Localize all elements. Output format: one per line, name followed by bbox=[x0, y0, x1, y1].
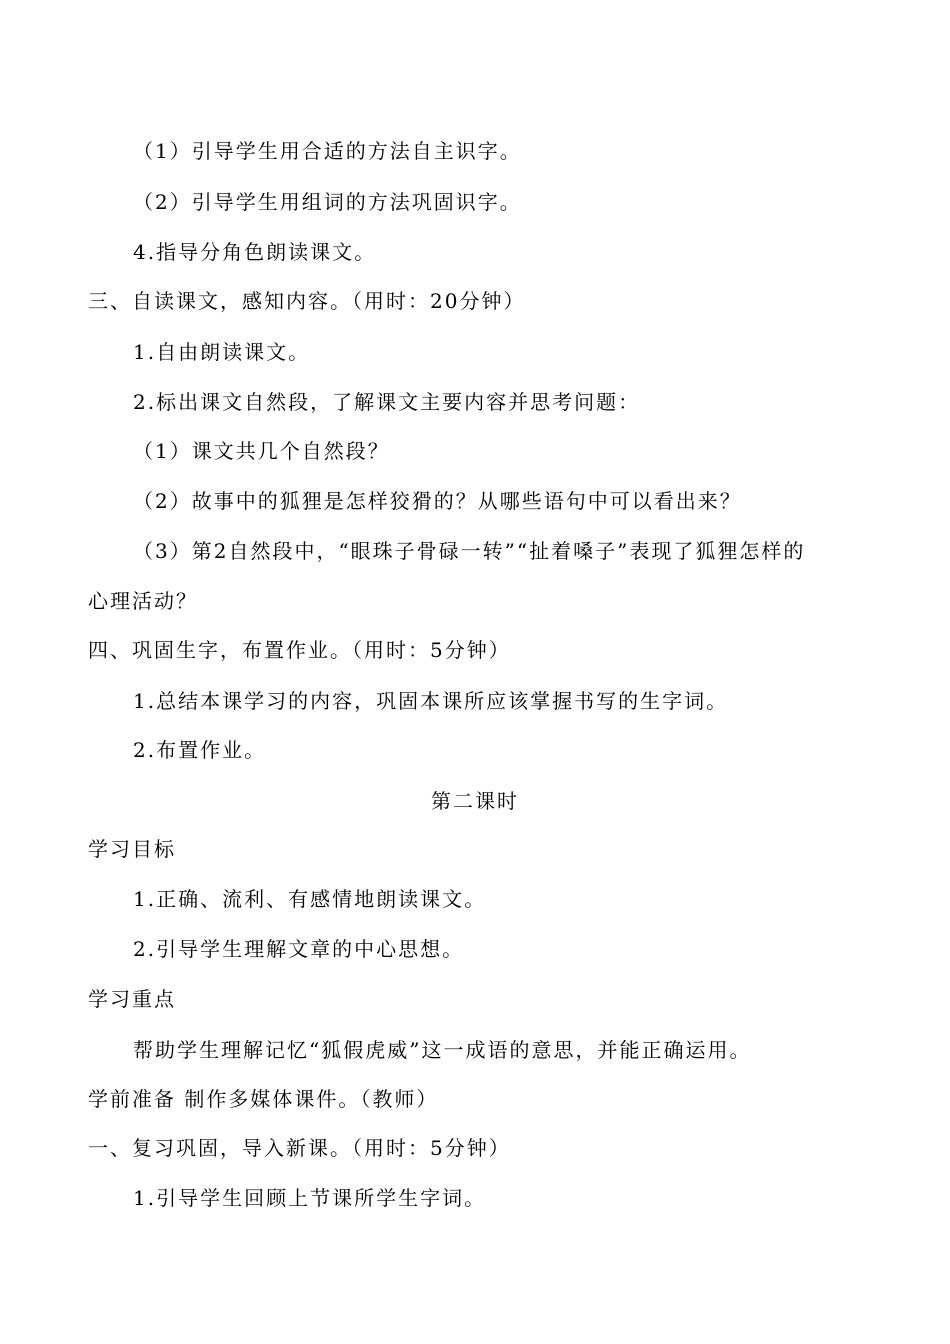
paragraph-line: 学前准备 制作多媒体课件。（教师） bbox=[88, 1087, 439, 1111]
paragraph-line: （3）第2自然段中，“眼珠子骨碌一转”“扯着嗓子”表现了狐狸怎样的 bbox=[133, 539, 806, 563]
paragraph-line: 心理活动？ bbox=[88, 589, 198, 613]
paragraph-line: 帮助学生理解记忆“狐假虎威”这一成语的意思，并能正确运用。 bbox=[133, 1038, 752, 1062]
paragraph-line: （1）课文共几个自然段？ bbox=[133, 439, 390, 463]
paragraph-line: 1.自由朗读课文。 bbox=[133, 340, 311, 364]
paragraph-line: （1）引导学生用合适的方法自主识字。 bbox=[133, 139, 522, 163]
paragraph-line: 4.指导分角色朗读课文。 bbox=[133, 240, 377, 264]
paragraph-line: （2）引导学生用组词的方法巩固识字。 bbox=[133, 190, 522, 214]
section-heading: 一、复习巩固，导入新课。（用时：5分钟） bbox=[88, 1136, 511, 1160]
section-heading: 四、巩固生字，布置作业。（用时：5分钟） bbox=[88, 638, 511, 662]
paragraph-line: 2.标出课文自然段，了解课文主要内容并思考问题： bbox=[133, 390, 641, 414]
paragraph-line: 1.总结本课学习的内容，巩固本课所应该掌握书写的生字词。 bbox=[133, 689, 729, 713]
paragraph-line: 1.正确、流利、有感情地朗读课文。 bbox=[133, 887, 487, 911]
paragraph-line: （2）故事中的狐狸是怎样狡猾的？从哪些语句中可以看出来？ bbox=[133, 489, 742, 513]
paragraph-line: 1.引导学生回顾上节课所学生字词。 bbox=[133, 1186, 487, 1210]
subsection-heading: 学习目标 bbox=[88, 837, 176, 861]
section-heading: 三、自读课文，感知内容。（用时：20分钟） bbox=[88, 289, 526, 313]
subsection-heading: 学习重点 bbox=[88, 987, 176, 1011]
lesson-title: 第二课时 bbox=[431, 789, 519, 813]
paragraph-line: 2.布置作业。 bbox=[133, 738, 267, 762]
paragraph-line: 2.引导学生理解文章的中心思想。 bbox=[133, 937, 465, 961]
